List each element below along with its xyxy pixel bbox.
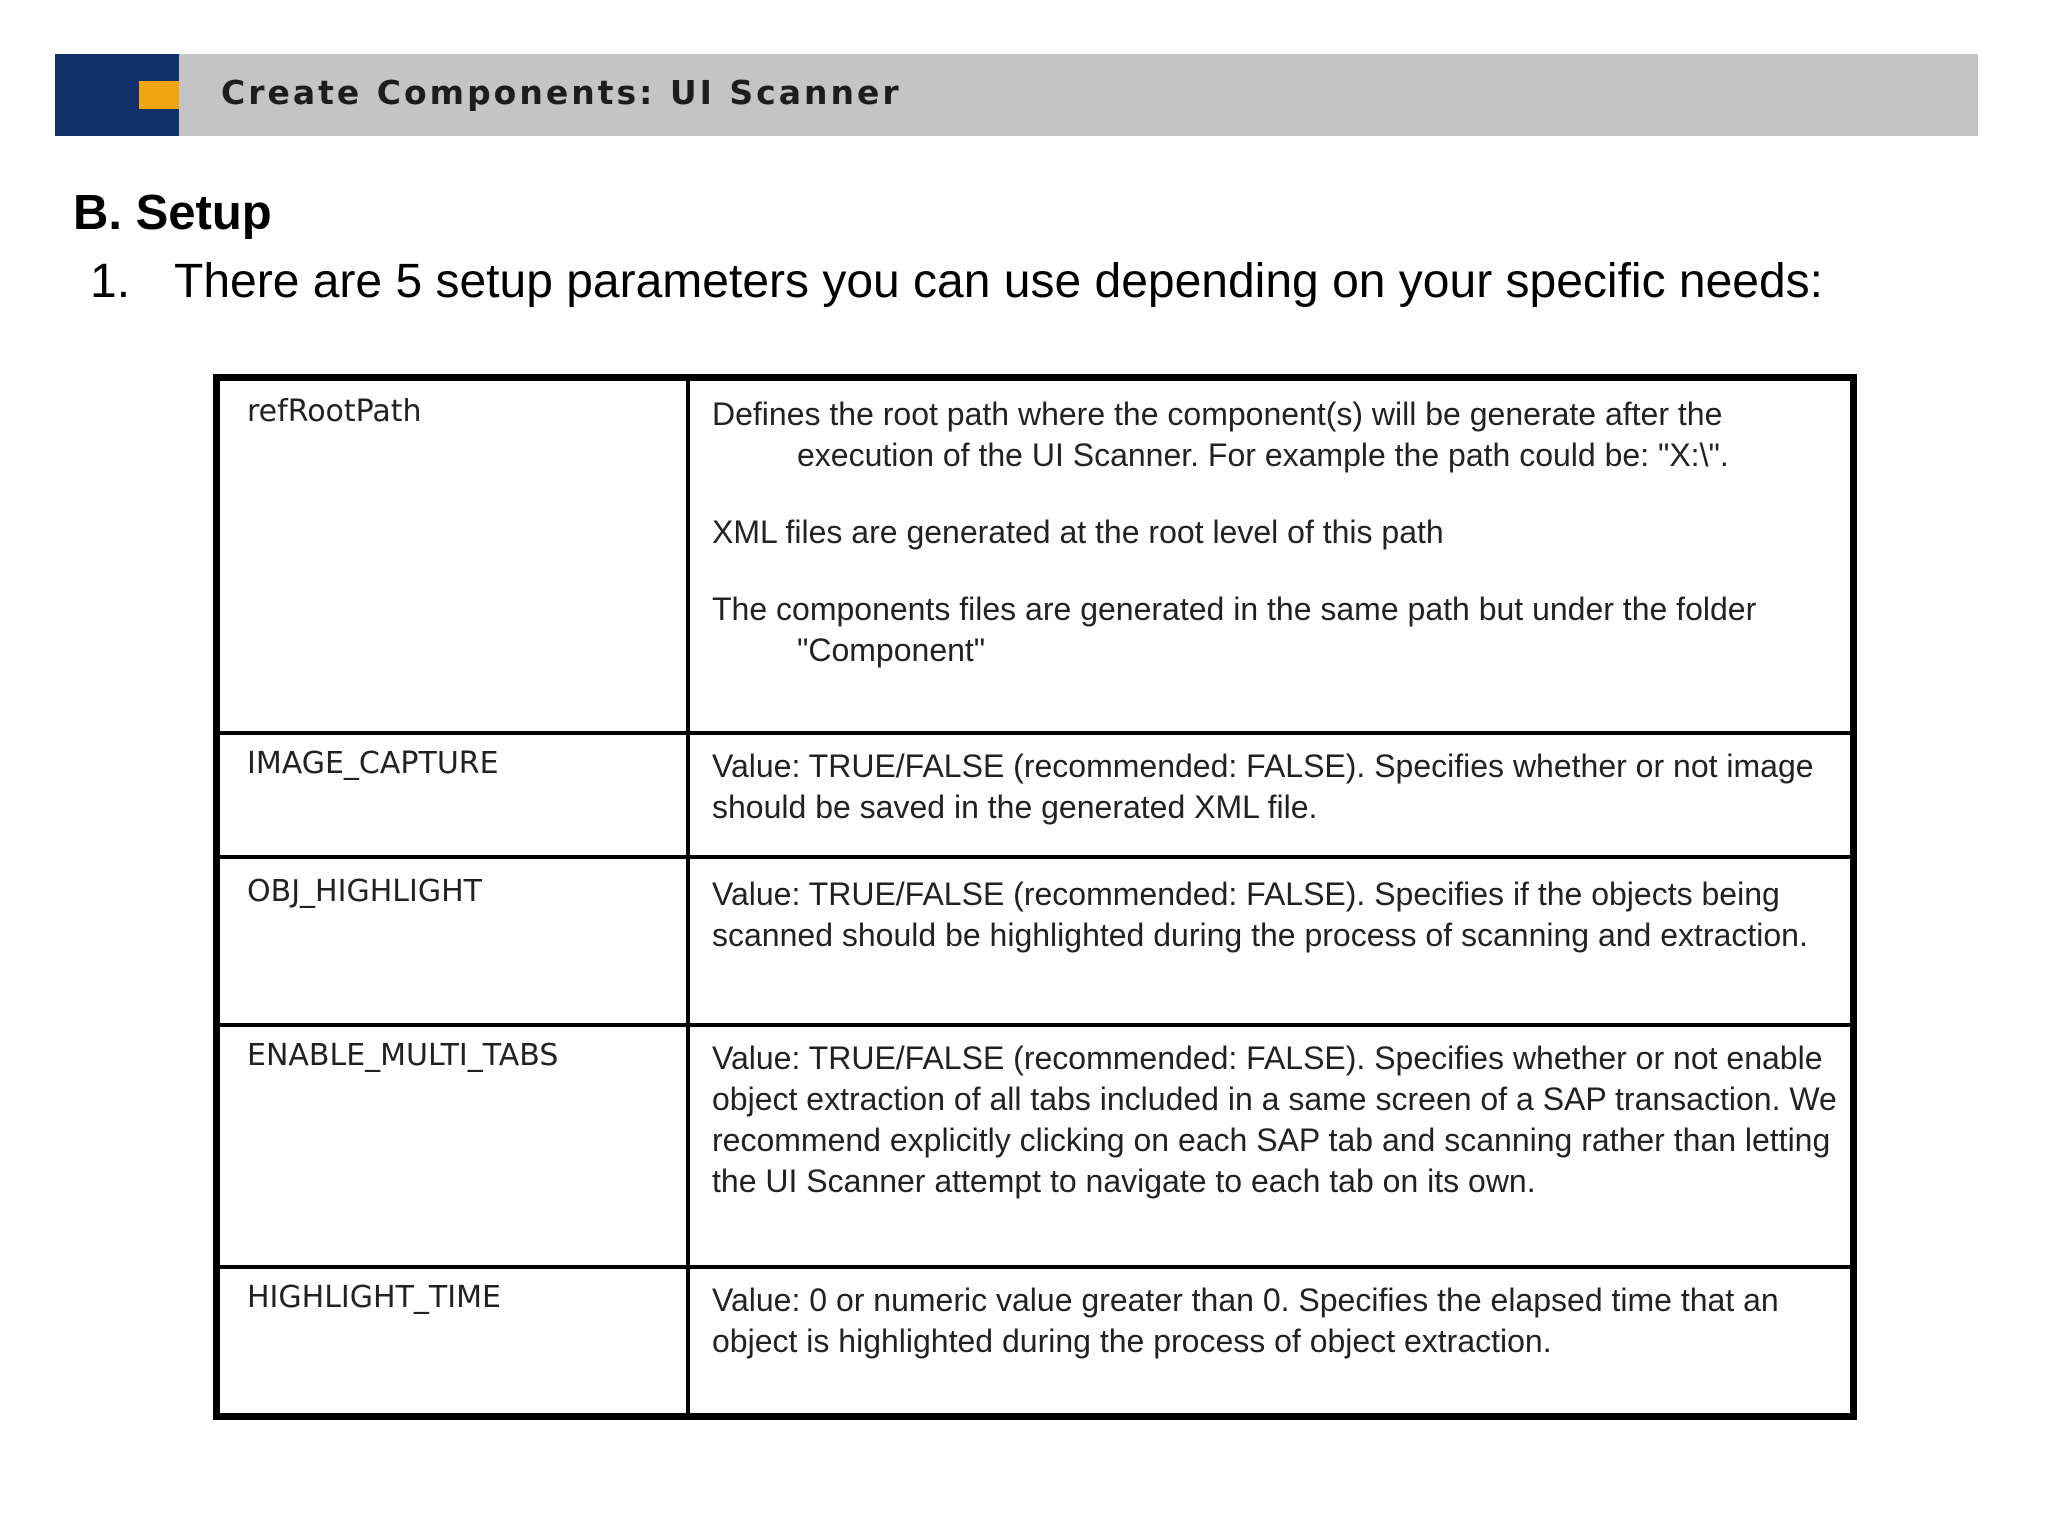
param-name-refrootpath: refRootPath — [247, 394, 422, 429]
param-name-image-capture: IMAGE_CAPTURE — [247, 746, 499, 781]
slide-title: Create Components: UI Scanner — [221, 73, 902, 112]
header-accent-square — [139, 81, 179, 109]
param-desc-enable-multi-tabs — [712, 1038, 1837, 1202]
param-desc-highlight-time — [712, 1280, 1837, 1362]
param-desc-refrootpath — [712, 394, 1837, 671]
slide-header — [55, 54, 1978, 136]
desc-paragraph: Value: TRUE/FALSE (recommended: FALSE). Specifies if the objects being scanned should be highlighted during the process of scanning and extraction. — [712, 876, 1808, 953]
param-name-enable-multi-tabs: ENABLE_MULTI_TABS — [247, 1038, 559, 1073]
desc-paragraph: The components files are generated in the same path but under the folder "Component" — [712, 591, 1757, 668]
param-desc-image-capture — [712, 746, 1837, 828]
desc-paragraph: Value: TRUE/FALSE (recommended: FALSE). Specifies whether or not image should be saved in the generated XML file. — [712, 748, 1814, 825]
desc-paragraph: Defines the root path where the component(s) will be generate after the execution of the UI Scanner. For example the path could be: "X:\". — [712, 396, 1729, 473]
desc-paragraph: Value: TRUE/FALSE (recommended: FALSE). Specifies whether or not enable object extraction of all tabs included in a same screen of a SAP transaction. We recommend explicitly clicking on each SAP tab and scanning rather than letting the UI Scanner attempt to navigate to each tab on its own. — [712, 1040, 1837, 1199]
row-divider — [220, 855, 1850, 859]
step-text: There are 5 setup parameters you can use depending on your specific needs: — [174, 255, 1824, 308]
desc-paragraph: XML files are generated at the root level of this path — [712, 514, 1444, 550]
column-divider — [686, 381, 690, 1413]
setup-parameters-table — [213, 374, 1857, 1420]
param-desc-obj-highlight — [712, 874, 1837, 956]
row-divider — [220, 1023, 1850, 1027]
step-number: 1. — [90, 255, 131, 308]
row-divider — [220, 1265, 1850, 1269]
section-title: B. Setup — [73, 186, 272, 240]
param-name-obj-highlight: OBJ_HIGHLIGHT — [247, 874, 482, 909]
row-divider — [220, 731, 1850, 735]
param-name-highlight-time: HIGHLIGHT_TIME — [247, 1280, 501, 1315]
desc-paragraph: Value: 0 or numeric value greater than 0. Specifies the elapsed time that an object is highlighted during the process of object extraction. — [712, 1282, 1779, 1359]
